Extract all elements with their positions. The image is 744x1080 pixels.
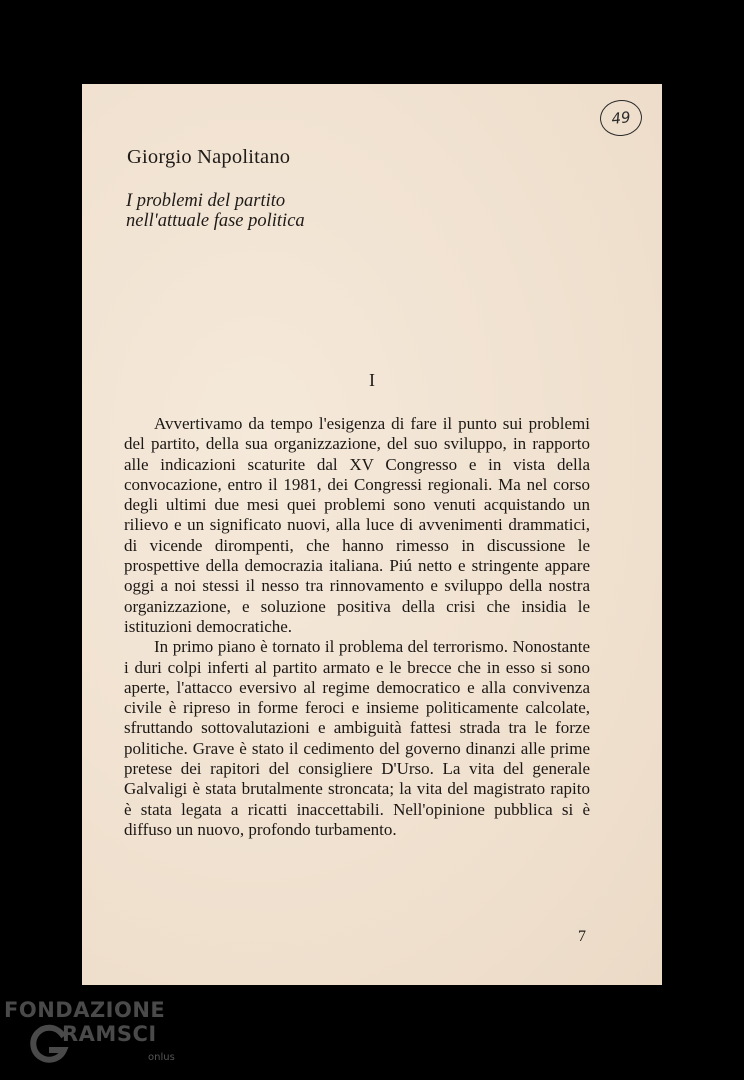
author-name: Giorgio Napolitano [127, 146, 291, 168]
title-line-2: nell'attuale fase politica [126, 211, 305, 231]
body-text [124, 414, 590, 840]
archive-number-stamp [598, 98, 644, 138]
section-number: I [369, 370, 375, 390]
article-title [126, 191, 305, 231]
archive-number: 49 [610, 108, 632, 128]
logo-text-line-1: FONDAZIONE [4, 998, 166, 1022]
page-number: 7 [578, 928, 586, 945]
logo-subtitle: onlus [148, 1052, 175, 1063]
logo-text-line-2: RAMSCI [62, 1022, 157, 1046]
title-line-1: I problemi del partito [126, 191, 286, 211]
paragraph-1: Avvertivamo da tempo l'esigenza di fare il punto sui problemi del partito, della sua organizzazione, del suo sviluppo, in rapporto alle indicazioni scaturite dal XV Congresso e in vista della convocazione, entro il 1981, dei Congressi regionali. Ma nel corso degli ultimi due mesi quei problemi sono venuti acquistando un rilievo e un significato nuovi, alla luce di avvenimenti drammatici, di vicende dirompenti, che hanno rimesso in discussione le prospettive della democrazia italiana. Piú netto e stringente appare oggi a noi stessi il nesso tra rinnovamento e sviluppo della nostra organizzazione, e soluzione positiva della crisi che insidia le istituzioni democratiche. [124, 414, 590, 636]
document-page [82, 84, 662, 985]
paragraph-2: In primo piano è tornato il problema del terrorismo. Nonostante i duri colpi inferti al partito armato e le brecce che in esso si sono aperte, l'attacco eversivo al regime democratico e alla convivenza civile è ripreso in forme feroci e insieme politicamente calcolate, sfruttando sottovalutazioni e ambiguità fattesi strada tra le forze politiche. Grave è stato il cedimento del governo dinanzi alle prime pretese dei rapitori del consigliere D'Urso. La vita del generale Galvaligi è stata brutalmente stroncata; la vita del magistrato rapito è stata legata a ricatti inaccettabili. Nell'opinione pubblica si è diffuso un nuovo, profondo turbamento. [124, 637, 590, 839]
fondazione-gramsci-logo [4, 998, 184, 1068]
